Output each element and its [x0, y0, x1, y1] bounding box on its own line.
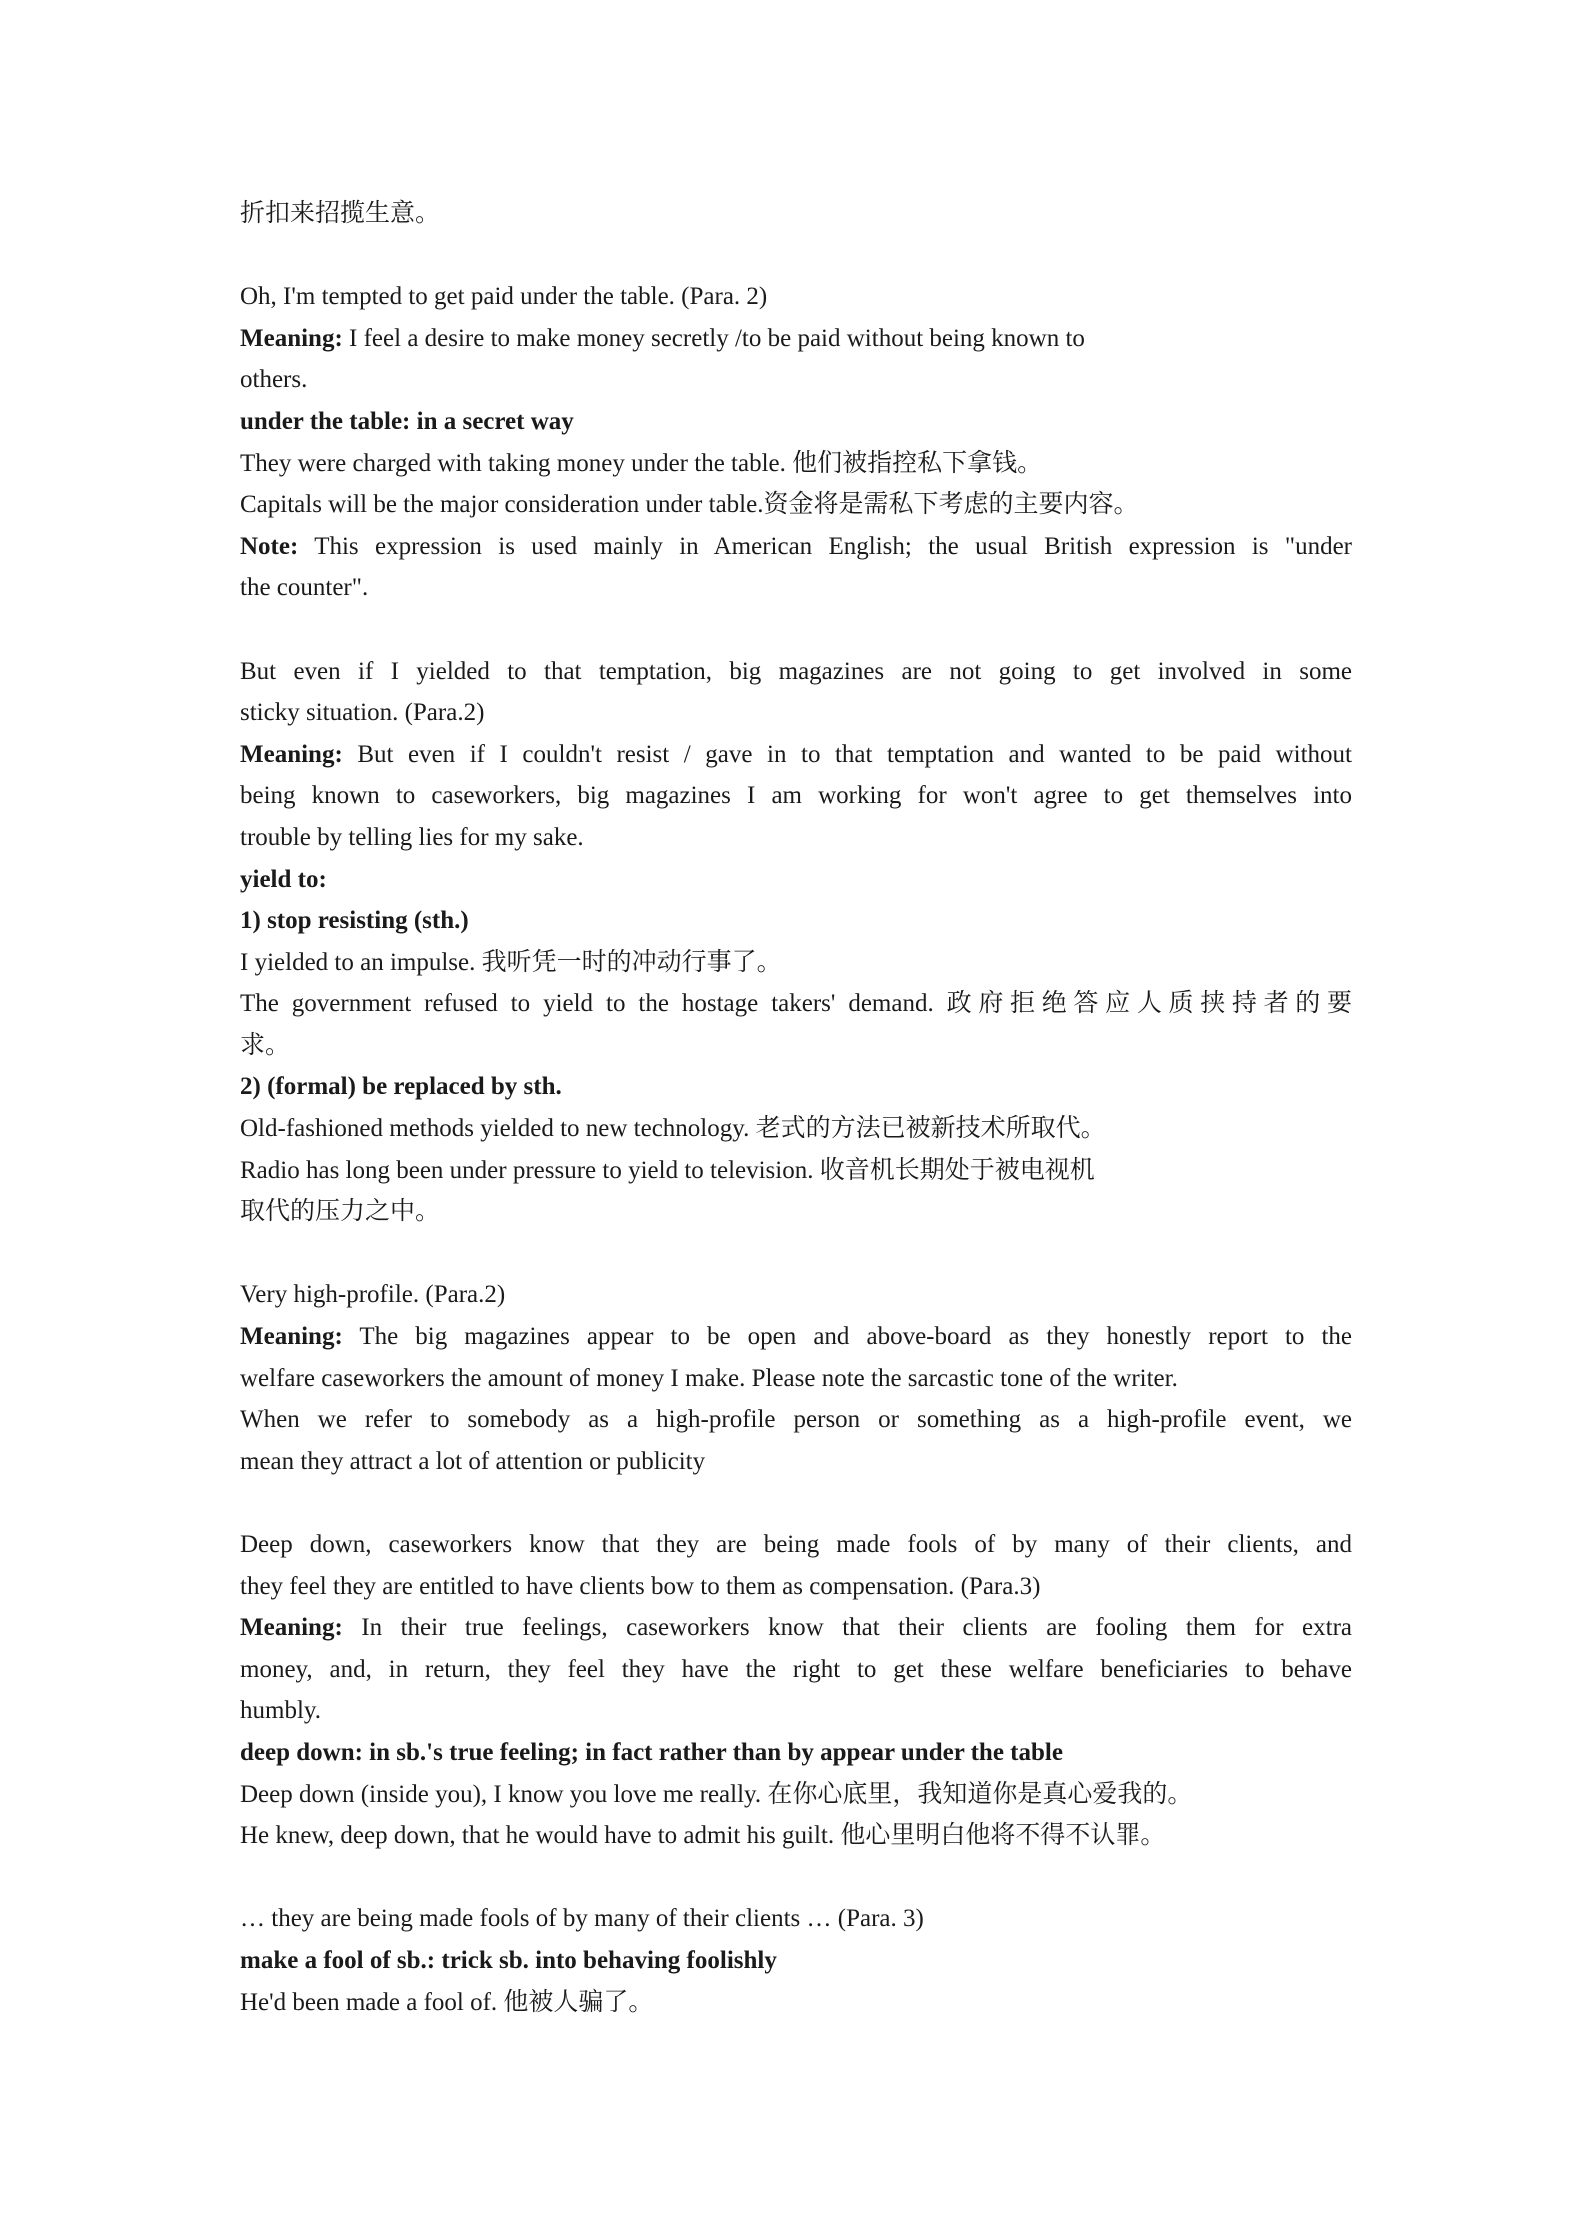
- text-line: When we refer to somebody as a high-profile person or something as a high-profile event, we: [240, 1406, 1352, 1434]
- text-line: mean they attract a lot of attention or publicity: [240, 1447, 706, 1475]
- text-line: money, and, in return, they feel they have the right to get these welfare beneficiaries to behave: [240, 1655, 1352, 1683]
- meaning-label: Meaning:: [240, 740, 343, 768]
- text-line: being known to caseworkers, big magazines I am working for won't agree to get themselves into: [240, 782, 1352, 810]
- term-heading: yield to:: [240, 865, 327, 893]
- note-text: This expression is used mainly in American English; the usual British expression is "under: [298, 532, 1352, 560]
- example-line: He'd been made a fool of. 他被人骗了。: [240, 1988, 654, 2016]
- text-line: humbly.: [240, 1697, 322, 1725]
- example-line: Old-fashioned methods yielded to new technology. 老式的方法已被新技术所取代。: [240, 1115, 1106, 1143]
- meaning-label: Meaning:: [240, 1614, 343, 1642]
- text-line: 求。: [240, 1031, 291, 1059]
- meaning-line: [240, 1316, 1352, 1358]
- text-line: trouble by telling lies for my sake.: [240, 823, 584, 851]
- paragraph-gap: [240, 235, 1352, 277]
- example-line: He knew, deep down, that he would have to admit his guilt. 他心里明白他将不得不认罪。: [240, 1822, 1166, 1850]
- text-line: the counter".: [240, 574, 369, 602]
- meaning-text: In their true feelings, caseworkers know that their clients are fooling them for extra: [342, 1614, 1352, 1642]
- text-line: 取代的压力之中。: [240, 1198, 441, 1226]
- term-heading: under the table: in a secret way: [240, 407, 574, 435]
- meaning-text: But even if I couldn't resist / gave in to that temptation and wanted to be paid without: [342, 740, 1352, 768]
- text-line: welfare caseworkers the amount of money I make. Please note the sarcastic tone of the writer.: [240, 1364, 1178, 1392]
- term-heading: deep down: in sb.'s true feeling; in fact rather than by appear under the table: [240, 1738, 1063, 1766]
- meaning-line: [240, 1607, 1352, 1649]
- paragraph-gap: [240, 609, 1352, 651]
- meaning-label: Meaning:: [240, 1323, 343, 1351]
- sense-heading: 1) stop resisting (sth.): [240, 907, 469, 935]
- sense-heading: 2) (formal) be replaced by sth.: [240, 1073, 562, 1101]
- text-line: Deep down, caseworkers know that they are being made fools of by many of their clients, and: [240, 1531, 1352, 1558]
- meaning-label: Meaning:: [240, 324, 343, 352]
- example-line: Deep down (inside you), I know you love me really. 在你心底里，我知道你是真心爱我的。: [240, 1780, 1193, 1808]
- meaning-text: The big magazines appear to be open and above-board as they honestly report to the: [342, 1323, 1352, 1351]
- note-label: Note:: [240, 532, 299, 560]
- example-line: Radio has long been under pressure to yield to television. 收音机长期处于被电视机: [240, 1156, 1095, 1184]
- meaning-text: I feel a desire to make money secretly /to be paid without being known to: [342, 324, 1085, 352]
- text-line: Oh, I'm tempted to get paid under the table. (Para. 2): [240, 283, 768, 311]
- text-line: others.: [240, 366, 308, 394]
- text-line: Very high-profile. (Para.2): [240, 1281, 506, 1309]
- example-line: I yielded to an impulse. 我听凭一时的冲动行事了。: [240, 948, 782, 976]
- text-line: sticky situation. (Para.2): [240, 699, 485, 727]
- paragraph-gap: [240, 1233, 1352, 1275]
- meaning-line: [240, 318, 1352, 360]
- meaning-line: [240, 734, 1352, 776]
- text-line: But even if I yielded to that temptation, big magazines are not going to get involved in some: [240, 657, 1352, 685]
- text-line: … they are being made fools of by many of their clients … (Para. 3): [240, 1905, 924, 1933]
- example-line: Capitals will be the major consideration under table.资金将是需私下考虑的主要内容。: [240, 491, 1139, 519]
- paragraph-gap: [240, 1482, 1352, 1524]
- text-line: they feel they are entitled to have clients bow to them as compensation. (Para.3): [240, 1572, 1041, 1600]
- term-heading: make a fool of sb.: trick sb. into behaving foolishly: [240, 1946, 777, 1974]
- text-line: 折扣来招揽生意。: [240, 200, 441, 227]
- paragraph-gap: [240, 1857, 1352, 1899]
- document-page: [240, 193, 1352, 2023]
- example-line: They were charged with taking money under the table. 他们被指控私下拿钱。: [240, 449, 1043, 477]
- note-line: [240, 526, 1352, 568]
- example-line: The government refused to yield to the hostage takers' demand. 政府拒绝答应人质挟持者的要: [240, 990, 1352, 1018]
